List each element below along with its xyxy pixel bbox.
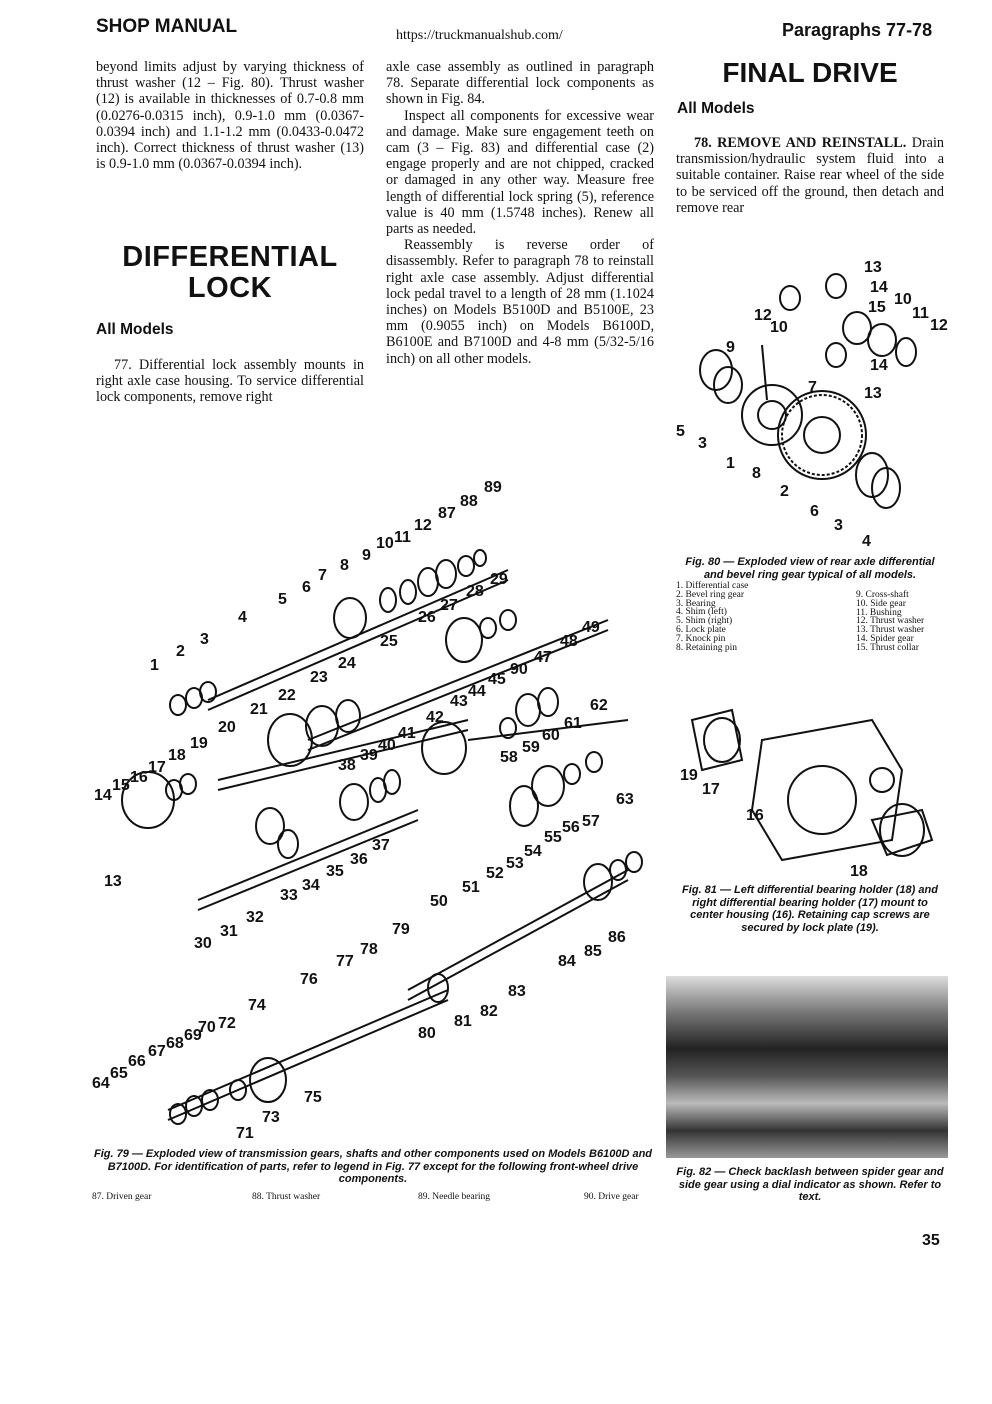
final-drive-subtitle: All Models <box>677 100 755 117</box>
fig79-label: 56 <box>562 819 580 836</box>
fig80-differential-drawing <box>672 240 948 550</box>
fig79-label: 77 <box>336 953 354 970</box>
fig80-label: 10 <box>770 319 788 336</box>
fig79-label: 36 <box>350 851 368 868</box>
source-url: https://truckmanualshub.com/ <box>396 28 563 43</box>
fig80-legend-item: 14. Spider gear <box>856 633 914 644</box>
fig79-label: 58 <box>500 749 518 766</box>
fig80-label: 7 <box>808 379 817 396</box>
col2-para1: axle case assembly as outlined in paragraph 78. Separate differential lock components as shown in Fig. 84. <box>386 59 654 108</box>
fig79-label: 55 <box>544 829 562 846</box>
fig79-label: 69 <box>184 1027 202 1044</box>
paragraph-77 <box>96 357 364 406</box>
fig79-label: 6 <box>302 579 311 596</box>
fig79-label: 75 <box>304 1089 322 1106</box>
fig79-label: 79 <box>392 921 410 938</box>
fig79-label: 87 <box>438 505 456 522</box>
fig80-label: 13 <box>864 385 882 402</box>
fig79-label: 20 <box>218 719 236 736</box>
fig79-label: 30 <box>194 935 212 952</box>
fig80-legend-item: 10. Side gear <box>856 598 906 609</box>
fig80-label: 5 <box>676 423 685 440</box>
section-subtitle: All Models <box>96 321 174 338</box>
fig79-legend-item: 88. Thrust washer <box>252 1192 321 1202</box>
running-header-right: Paragraphs 77-78 <box>782 20 933 40</box>
fig79-label: 84 <box>558 953 576 970</box>
fig79-label: 64 <box>92 1075 110 1092</box>
running-header-left: SHOP MANUAL <box>96 16 238 37</box>
fig79-legend-item: 87. Driven gear <box>92 1192 152 1202</box>
fig79-label: 81 <box>454 1013 472 1030</box>
fig80-legend-item: 3. Bearing <box>676 598 716 609</box>
fig79-legend-item: 90. Drive gear <box>584 1192 639 1202</box>
col2-text-block <box>386 59 654 367</box>
fig80-legend-item: 8. Retaining pin <box>676 642 737 653</box>
fig79-label: 90 <box>510 661 528 678</box>
fig79-label: 71 <box>236 1125 254 1142</box>
fig81-bearing-holder-drawing <box>672 700 948 878</box>
fig79-label: 86 <box>608 929 626 946</box>
fig79-label: 76 <box>300 971 318 988</box>
fig79-label: 53 <box>506 855 524 872</box>
fig80-label: 8 <box>752 465 761 482</box>
fig79-label: 83 <box>508 983 526 1000</box>
fig80-label: 2 <box>780 483 789 500</box>
fig80-label: 13 <box>864 259 882 276</box>
fig79-label: 28 <box>466 583 484 600</box>
fig79-label: 74 <box>248 997 266 1014</box>
fig79-label: 66 <box>128 1053 146 1070</box>
fig79-label: 11 <box>394 529 411 546</box>
fig79-label: 78 <box>360 941 378 958</box>
fig81-label: 17 <box>702 781 720 798</box>
fig79-label: 63 <box>616 791 634 808</box>
fig79-label: 50 <box>430 893 448 910</box>
fig79-label: 26 <box>418 609 436 626</box>
fig80-label: 3 <box>834 517 843 534</box>
fig81-label: 19 <box>680 767 698 784</box>
fig79-label: 42 <box>426 709 444 726</box>
fig79-label: 12 <box>414 517 432 534</box>
fig80-legend-item: 5. Shim (right) <box>676 616 733 627</box>
fig79-label: 8 <box>340 557 349 574</box>
fig80-label: 14 <box>870 357 888 374</box>
col1-paragraph <box>96 59 364 172</box>
fig80-label: 3 <box>698 435 707 452</box>
fig80-label: 11 <box>912 305 929 322</box>
fig79-label: 44 <box>468 683 486 700</box>
fig79-label: 19 <box>190 735 208 752</box>
paragraph-78-heading: 78. REMOVE AND REINSTALL. <box>694 135 907 151</box>
fig79-label: 59 <box>522 739 540 756</box>
fig79-label: 72 <box>218 1015 236 1032</box>
fig79-label: 49 <box>582 619 600 636</box>
fig79-label: 34 <box>302 877 320 894</box>
fig79-label: 17 <box>148 759 166 776</box>
fig79-label: 18 <box>168 747 186 764</box>
fig79-label: 47 <box>534 649 552 666</box>
fig80-label: 12 <box>754 307 772 324</box>
fig79-label: 51 <box>462 879 480 896</box>
section-title-line1: DIFFERENTIAL <box>122 241 338 273</box>
fig80-legend-item: 15. Thrust collar <box>856 642 919 653</box>
page-number: 35 <box>922 1232 940 1249</box>
fig79-label: 80 <box>418 1025 436 1042</box>
fig81-caption: Fig. 81 — Left differential bearing holder (18) and right differential bearing holder (17) mount to center housing (16). Retaining cap screws are secured by lock plate (19). <box>682 884 938 934</box>
fig79-label: 37 <box>372 837 390 854</box>
fig80-label: 15 <box>868 299 886 316</box>
fig79-label: 45 <box>488 671 506 688</box>
section-title-differential-lock <box>96 242 364 304</box>
fig79-label: 38 <box>338 757 356 774</box>
fig79-label: 22 <box>278 687 296 704</box>
section-title-line2: LOCK <box>187 272 273 304</box>
fig79-label: 62 <box>590 697 608 714</box>
fig82-dial-indicator-photo <box>666 976 948 1158</box>
fig79-label: 54 <box>524 843 542 860</box>
fig79-label: 73 <box>262 1109 280 1126</box>
fig79-label: 32 <box>246 909 264 926</box>
fig79-label: 57 <box>582 813 600 830</box>
fig80-label: 10 <box>894 291 912 308</box>
col1-text: beyond limits adjust by varying thickness of thrust washer (12 – Fig. 80). Thrust washer (12) is available in thicknesses of 0.7-0.8 mm (0.0276-0.0315 inch), 0.9-1.0 mm (0.0367-0.0394 inch) and 1.1-1.2 mm (0.0433-0.0472 inch). Correct thickness of thrust washer (13) is 0.9-1.0 mm (0.0367-0.0394 inch). <box>96 59 364 173</box>
fig80-legend-item: 12. Thrust washer <box>856 616 925 627</box>
fig79-label: 70 <box>198 1019 216 1036</box>
fig79-label: 61 <box>564 715 582 732</box>
paragraph-77-text: 77. Differential lock assembly mounts in right axle case housing. To service differential lock components, remove right <box>96 357 364 406</box>
fig79-label: 23 <box>310 669 328 686</box>
fig80-label: 12 <box>930 317 948 334</box>
fig81-label: 18 <box>850 863 868 878</box>
fig80-legend-item: 1. Differential case <box>676 581 749 591</box>
fig79-label: 65 <box>110 1065 128 1082</box>
fig79-label: 67 <box>148 1043 166 1060</box>
fig79-label: 35 <box>326 863 344 880</box>
fig79-legend-item: 89. Needle bearing <box>418 1192 491 1202</box>
fig80-legend-item: 9. Cross-shaft <box>856 590 909 600</box>
fig79-label: 3 <box>200 631 209 648</box>
fig82-caption: Fig. 82 — Check backlash between spider gear and side gear using a dial indicator as shown. Refer to text. <box>676 1166 944 1203</box>
fig79-label: 60 <box>542 727 560 744</box>
fig79-label: 29 <box>490 571 508 588</box>
fig80-legend-right <box>856 591 924 653</box>
fig80-label: 14 <box>870 279 888 296</box>
fig79-label: 39 <box>360 747 378 764</box>
fig79-label: 24 <box>338 655 356 672</box>
fig79-label: 68 <box>166 1035 184 1052</box>
col2-para3: Reassembly is reverse order of disassembly. Refer to paragraph 78 to reinstall right axle case assembly. Adjust differential lock pedal travel to a length of 28 mm (1.1024 inches) on Models B5100D and B5100E, 23 mm (0.9055 inch) on Models B6100D, B6100E and B7100D and 4-8 mm (5/32-5/16 inch) on all other models. <box>386 237 654 367</box>
fig79-label: 2 <box>176 643 185 660</box>
fig81-label: 16 <box>746 807 764 824</box>
fig79-label: 31 <box>220 923 238 940</box>
fig79-label: 16 <box>130 769 148 786</box>
fig79-label: 33 <box>280 887 298 904</box>
fig80-legend-item: 6. Lock plate <box>676 624 726 635</box>
fig79-label: 88 <box>460 493 478 510</box>
fig80-legend-item: 13. Thrust washer <box>856 625 925 636</box>
fig79-label: 25 <box>380 633 398 650</box>
fig79-label: 15 <box>112 777 130 794</box>
fig80-legend-item: 4. Shim (left) <box>676 607 727 618</box>
fig79-label: 5 <box>278 591 287 608</box>
fig80-legend-left <box>676 582 748 652</box>
paragraph-78 <box>676 135 944 216</box>
fig79-label: 41 <box>398 725 416 742</box>
fig79-label: 21 <box>250 701 268 718</box>
fig80-label: 1 <box>726 455 735 472</box>
fig79-label: 89 <box>484 479 502 496</box>
col2-para2: Inspect all components for excessive wear and damage. Make sure engagement teeth on cam (3 – Fig. 83) and differential case (2) engage properly and are not chipped, cracked or damaged in any other way. Measure free length of differential lock spring (5), reference value is 40 mm (1.5748 inches). Renew all parts as needed. <box>386 107 654 238</box>
fig80-legend-item: 7. Knock pin <box>676 633 726 644</box>
fig80-legend-item: 11. Bushing <box>856 607 902 618</box>
fig80-label: 4 <box>862 533 871 550</box>
fig79-label: 1 <box>150 657 159 674</box>
fig79-caption: Fig. 79 — Exploded view of transmission gears, shafts and other components used on Models B6100D and B7100D. For identification of parts, refer to legend in Fig. 77 except for the following front-wheel drive components. <box>93 1148 653 1185</box>
fig79-label: 82 <box>480 1003 498 1020</box>
fig79-label: 43 <box>450 693 468 710</box>
fig79-label: 48 <box>560 633 578 650</box>
fig79-label: 10 <box>376 535 394 552</box>
fig79-label: 27 <box>440 597 458 614</box>
fig79-label: 9 <box>362 547 371 564</box>
fig80-label: 9 <box>726 339 735 356</box>
fig79-label: 13 <box>104 873 122 890</box>
section-title-final-drive: FINAL DRIVE <box>722 57 898 88</box>
fig79-label: 85 <box>584 943 602 960</box>
fig79-label: 14 <box>94 787 112 804</box>
fig79-label: 40 <box>378 737 396 754</box>
fig80-legend-item: 2. Bevel ring gear <box>676 589 745 600</box>
fig79-label: 4 <box>238 609 247 626</box>
fig79-transmission-drawing <box>88 470 660 1146</box>
fig79-label: 52 <box>486 865 504 882</box>
fig79-label: 7 <box>318 567 327 584</box>
fig80-caption: Fig. 80 — Exploded view of rear axle differential and bevel ring gear typical of all models. <box>685 556 935 581</box>
fig80-label: 6 <box>810 503 819 520</box>
paragraph-78-text: Drain transmission/hydraulic system fluid into a suitable container. Raise rear wheel of the side to be serviced off the ground, then detach and remove rear <box>676 135 945 216</box>
